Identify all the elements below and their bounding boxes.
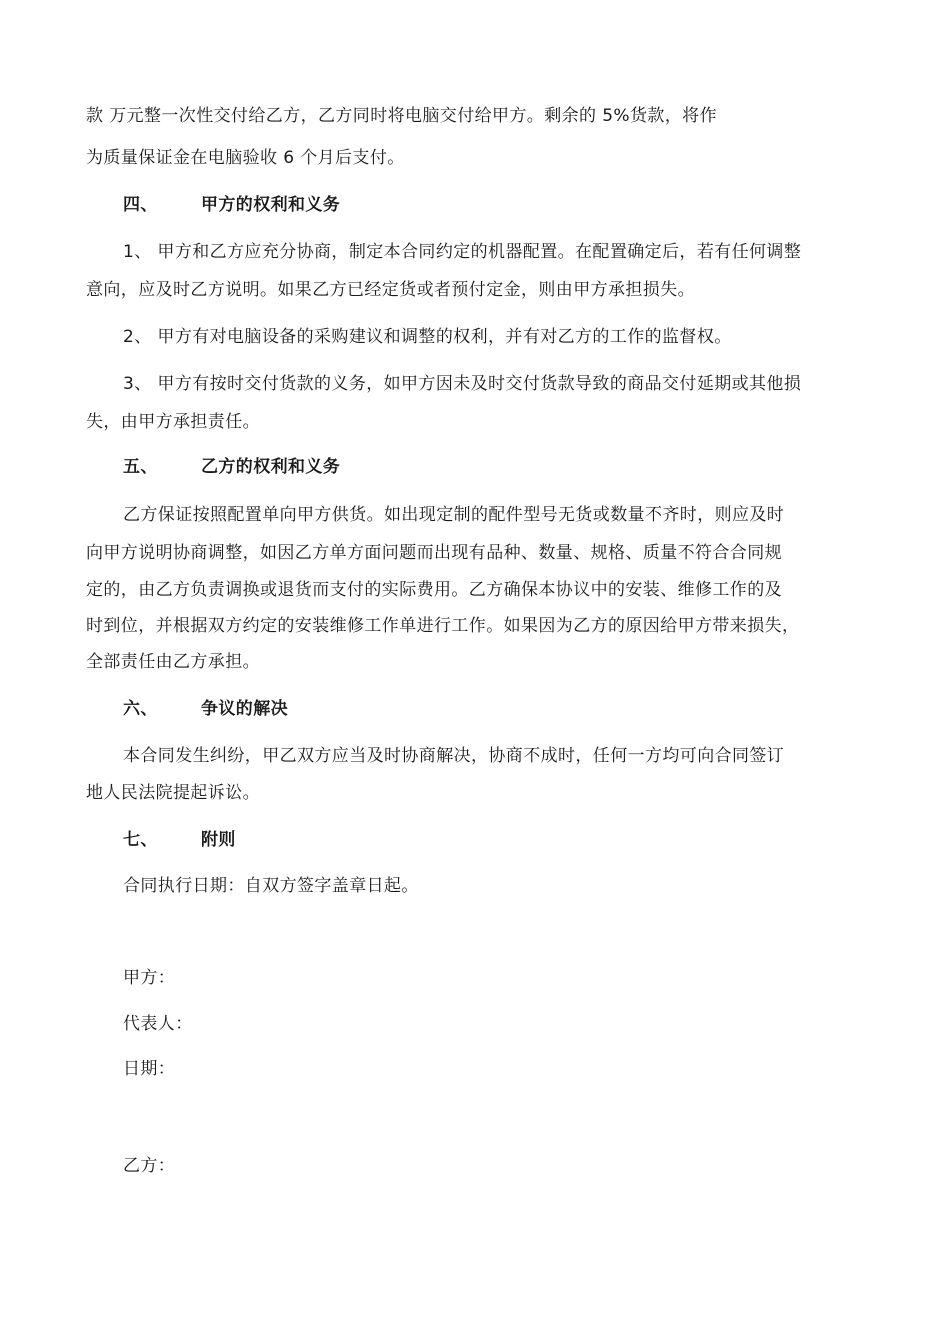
section-4-item-3-line-2: 失，由甲方承担责任。 [86, 412, 260, 432]
section-6-number: 六、 [123, 699, 158, 719]
section-4-item-1-line-1: 1、 甲方和乙方应充分协商，制定本合同约定的机器配置。在配置确定后，若有任何调整 [123, 242, 802, 262]
section-7-number: 七、 [123, 830, 158, 850]
section-4-item-2: 2、 甲方有对电脑设备的采购建议和调整的权利，并有对乙方的工作的监督权。 [123, 327, 732, 347]
section-7-title: 附则 [201, 830, 236, 850]
section-5-line-1: 乙方保证按照配置单向甲方供货。如出现定制的配件型号无货或数量不齐时，则应及时 [123, 505, 785, 525]
representative-label: 代表人： [123, 1014, 193, 1034]
intro-line-1: 款 万元整一次性交付给乙方，乙方同时将电脑交付给甲方。剩余的 5%货款，将作 [86, 106, 717, 126]
section-4-number: 四、 [123, 195, 158, 215]
section-5-heading [123, 455, 340, 479]
section-5-line-3: 定的，由乙方负责调换或退货而支付的实际费用。乙方确保本协议中的安装、维修工作的及 [86, 580, 782, 600]
section-6-line-1: 本合同发生纠纷，甲乙双方应当及时协商解决，协商不成时，任何一方均可向合同签订 [123, 746, 785, 766]
section-4-item-1-line-2: 意向，应及时乙方说明。如果乙方已经定货或者预付定金，则由甲方承担损失。 [86, 280, 695, 300]
section-6-title: 争议的解决 [201, 699, 288, 719]
section-5-number: 五、 [123, 457, 158, 477]
section-6-heading [123, 697, 288, 721]
party-b-label: 乙方： [123, 1156, 176, 1176]
intro-line-2: 为质量保证金在电脑验收 6 个月后支付。 [86, 148, 405, 168]
section-4-heading [123, 193, 340, 217]
section-4-title: 甲方的权利和义务 [201, 195, 341, 215]
date-label: 日期： [123, 1059, 176, 1079]
section-5-line-5: 全部责任由乙方承担。 [86, 652, 260, 672]
section-5-line-2: 向甲方说明协商调整，如因乙方单方面问题而出现有品种、数量、规格、质量不符合合同规 [86, 543, 782, 563]
party-a-label: 甲方： [123, 968, 176, 988]
section-7-heading [123, 828, 236, 852]
section-5-title: 乙方的权利和义务 [201, 457, 341, 477]
section-7-line: 合同执行日期：自双方签字盖章日起。 [123, 876, 419, 896]
section-6-line-2: 地人民法院提起诉讼。 [86, 783, 260, 803]
section-4-item-3-line-1: 3、 甲方有按时交付货款的义务，如甲方因未及时交付货款导致的商品交付延期或其他损 [123, 374, 802, 394]
section-5-line-4: 时到位，并根据双方约定的安装维修工作单进行工作。如果因为乙方的原因给甲方带来损失， [86, 616, 800, 636]
